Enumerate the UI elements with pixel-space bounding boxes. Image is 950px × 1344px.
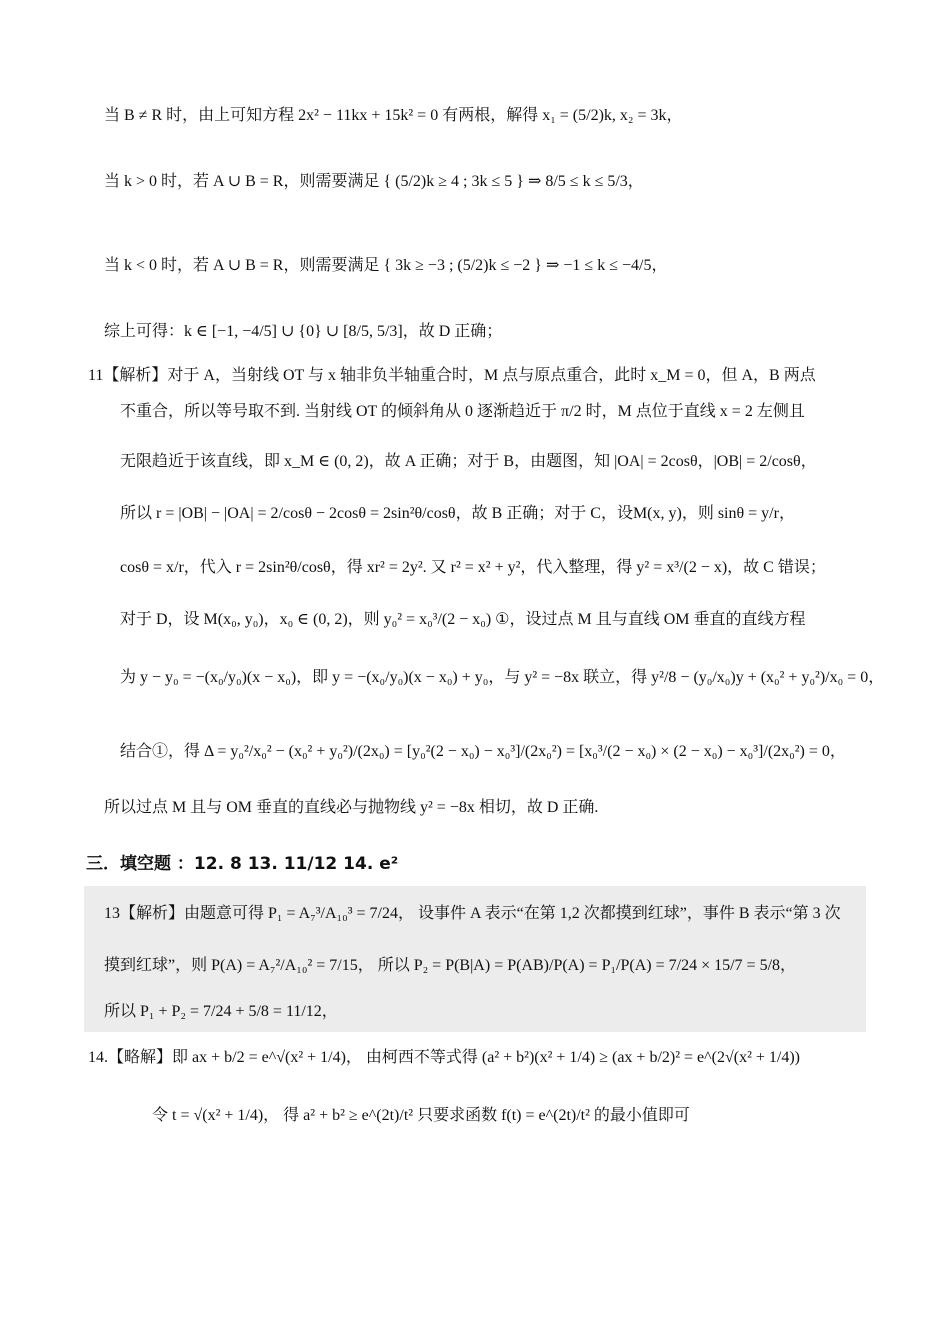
text-line-l12: 结合①，得 Δ = y₀²/x₀² − (x₀² + y₀²)/(2x₀) = [y₀²(2 − x₀) − x₀³]/(2x₀²) = [x₀³/(2 − x₀) × (2 − x₀) − x₀³]/(2x₀²) = 0， (120, 743, 846, 760)
text-line-l13: 所以过点 M 且与 OM 垂直的直线必与抛物线 y² = −8x 相切，故 D 正确. (104, 799, 599, 816)
text-line-l9: cosθ = x/r，代入 r = 2sin²θ/cosθ，得 xr² = 2y². 又 r² = x² + y²，代入整理，得 y² = x³/(2 − x)，故 C 错误； (120, 559, 826, 576)
text-line-l15: 摸到红球”，则 P(A) = A₇²/A₁₀² = 7/15， 所以 P₂ = P(B|A) = P(AB)/P(A) = P₁/P(A) = 7/24 × 15/7 = 5/8， (104, 957, 797, 974)
text-line-l4: 综上可得：k ∈ [−1, −4/5] ∪ {0} ∪ [8/5, 5/3]，故 D 正确； (104, 323, 503, 340)
text-line-l3: 当 k < 0 时，若 A ∪ B = R，则需要满足 { 3k ≥ −3 ; (5/2)k ≤ −2 } ⇒ −1 ≤ k ≤ −4/5， (104, 257, 668, 274)
text-line-l11: 为 y − y₀ = −(x₀/y₀)(x − x₀)，即 y = −(x₀/y₀)(x − x₀) + y₀，与 y² = −8x 联立，得 y²/8 − (y₀/x₀)y + (x₀² + y₀²)/x₀ = 0， (120, 669, 885, 686)
text-line-l2: 当 k > 0 时，若 A ∪ B = R，则需要满足 { (5/2)k ≥ 4 ; 3k ≤ 5 } ⇒ 8/5 ≤ k ≤ 5/3， (104, 173, 644, 190)
text-line-l5: 11【解析】对于 A，当射线 OT 与 x 轴非负半轴重合时，M 点与原点重合，此时 x_M = 0，但 A，B 两点 (88, 367, 816, 384)
text-line-l8: 所以 r = |OB| − |OA| = 2/cosθ − 2cosθ = 2sin²θ/cosθ，故 B 正确；对于 C，设M(x, y)，则 sinθ = y/r， (120, 505, 795, 522)
text-line-l14: 13【解析】由题意可得 P₁ = A₇³/A₁₀³ = 7/24， 设事件 A 表示“在第 1,2 次都摸到红球”，事件 B 表示“第 3 次 (104, 905, 841, 922)
text-line-l10: 对于 D，设 M(x₀, y₀)，x₀ ∈ (0, 2)，则 y₀² = x₀³/(2 − x₀) ①，设过点 M 且与直线 OM 垂直的直线方程 (120, 611, 806, 628)
text-line-l18: 令 t = √(x² + 1/4)， 得 a² + b² ≥ e^(2t)/t² 只要求函数 f(t) = e^(2t)/t² 的最小值即可 (152, 1107, 690, 1124)
text-line-l1: 当 B ≠ R 时，由上可知方程 2x² − 11kx + 15k² = 0 有两根，解得 x₁ = (5/2)k, x₂ = 3k， (104, 107, 683, 124)
text-line-l17: 14.【略解】即 ax + b/2 = e^√(x² + 1/4)， 由柯西不等式得 (a² + b²)(x² + 1/4) ≥ (ax + b/2)² = e^(2√(x² + 1/4)) (88, 1049, 801, 1066)
text-line-l16: 所以 P₁ + P₂ = 7/24 + 5/8 = 11/12， (104, 1003, 338, 1020)
text-line-l6: 不重合，所以等号取不到. 当射线 OT 的倾斜角从 0 逐渐趋近于 π/2 时，M 点位于直线 x = 2 左侧且 (120, 403, 805, 420)
text-line-h1: 三．填空题 ：12. 8 13. 11/12 14. e² (86, 854, 399, 874)
text-line-l7: 无限趋近于该直线，即 x_M ∈ (0, 2)，故 A 正确；对于 B，由题图，知 |OA| = 2cosθ，|OB| = 2/cosθ， (120, 453, 817, 470)
